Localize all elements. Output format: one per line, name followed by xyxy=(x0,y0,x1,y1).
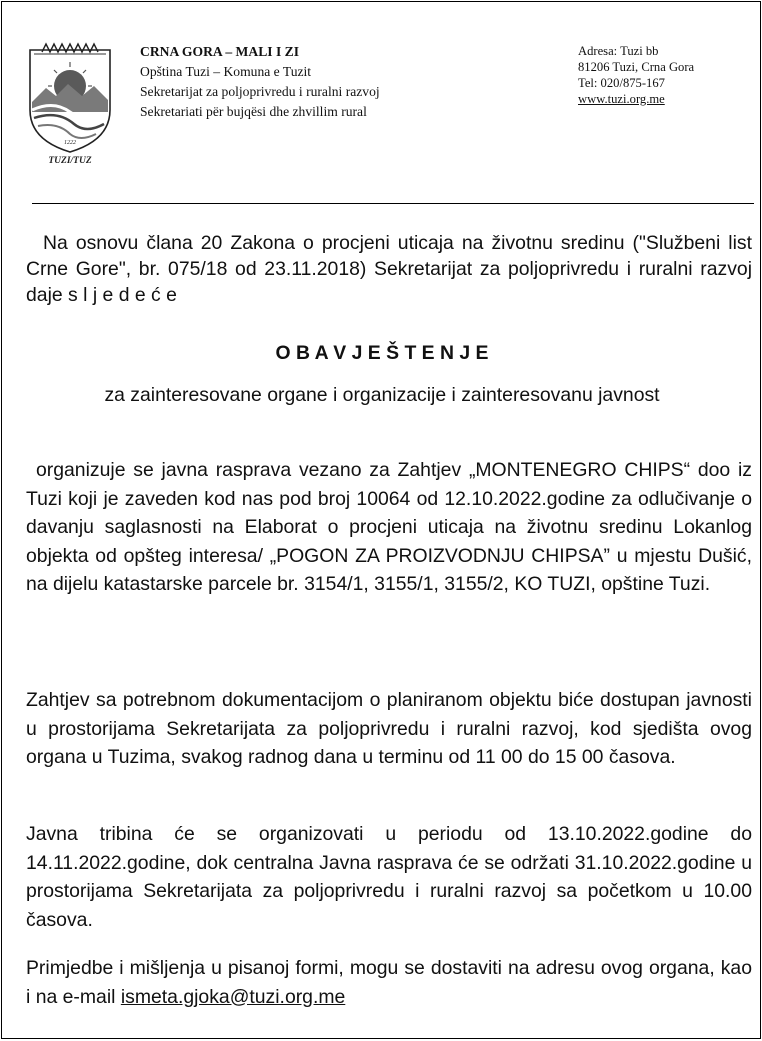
header-secretariat-sq: Sekretariati për bujqësi dhe zhvillim rural xyxy=(140,104,367,119)
header-municipality: Opština Tuzi – Komuna e Tuzit xyxy=(140,64,312,79)
intro-paragraph: Na osnovu člana 20 Zakona o procjeni uticaja na životnu sredinu ("Službeni list Crne Gore", br. 075/18 od 23.11.2018) Sekretarijat za poljoprivredu i ruralni razvoj daje s l j e d e ć e xyxy=(26,232,752,307)
notice-subtitle: za zainteresovane organe i organizacije i zainteresovanu javnost xyxy=(104,384,660,406)
notice-title: O B A V J E Š T E N J E xyxy=(275,342,489,364)
document-page xyxy=(1,1,761,1039)
email-link[interactable]: ismeta.gjoka@tuzi.org.me xyxy=(120,985,346,1008)
logo-year: 1222 xyxy=(64,140,76,146)
header-institution-block xyxy=(140,42,380,122)
notice-paragraph-schedule: Javna tribina će se organizovati u periodu od 13.10.2022.godine do 14.11.2022.godine, dok centralna Javna rasprava će se održati 31.10.2022.godine u prostorijama Sekretarijata za poljoprivredu i ruralni razvoj sa početkom u 10.00 časova. xyxy=(26,823,752,931)
header-contact-block xyxy=(578,43,694,107)
header-phone: Tel: 020/875-167 xyxy=(578,76,665,90)
header-postal: 81206 Tuzi, Crna Gora xyxy=(578,60,695,74)
header-country: CRNA GORA – MALI I ZI xyxy=(140,44,299,59)
header-address: Adresa: Tuzi bb xyxy=(578,44,659,58)
notice-paragraph-comments xyxy=(26,954,752,1011)
header-secretariat-me: Sekretarijat za poljoprivredu i ruralni razvoj xyxy=(140,84,380,99)
notice-paragraph-hearing: organizuje se javna rasprava vezano za Zahtjev „MONTENEGRO CHIPS“ doo iz Tuzi koji je zaveden kod nas pod broj 10064 od 12.10.2022.godine za odlučivanje o davanju saglasnosti na Elaborat o procjeni uticaja na životnu sredinu Lokanlog objekta od opšteg interesa/ „POGON ZA PROIZVODNJU CHIPSA” u mjestu Dušić, na dijelu katastarske parcele br. 3154/1, 3155/1, 3155/2, KO TUZI, opštine Tuzi. xyxy=(26,459,752,595)
header-divider xyxy=(32,203,754,204)
notice-paragraph-availability: Zahtjev sa potrebnom dokumentacijom o planiranom objektu biće dostupan javnosti u prostorijama Sekretarijata za poljoprivredu i ruralni razvoj, kod sjedišta ovog organa u Tuzima, svakog radnog dana u terminu od 11 00 do 15 00 časova. xyxy=(26,689,752,768)
municipality-coat-of-arms xyxy=(24,40,116,166)
comments-text: Primjedbe i mišljenja u pisanoj formi, mogu se dostaviti na adresu ovog organa, kao i na e-mail xyxy=(26,957,752,1008)
header-website-link[interactable]: www.tuzi.org.me xyxy=(578,92,665,106)
logo-caption: TUZI/TUZ xyxy=(48,156,92,166)
